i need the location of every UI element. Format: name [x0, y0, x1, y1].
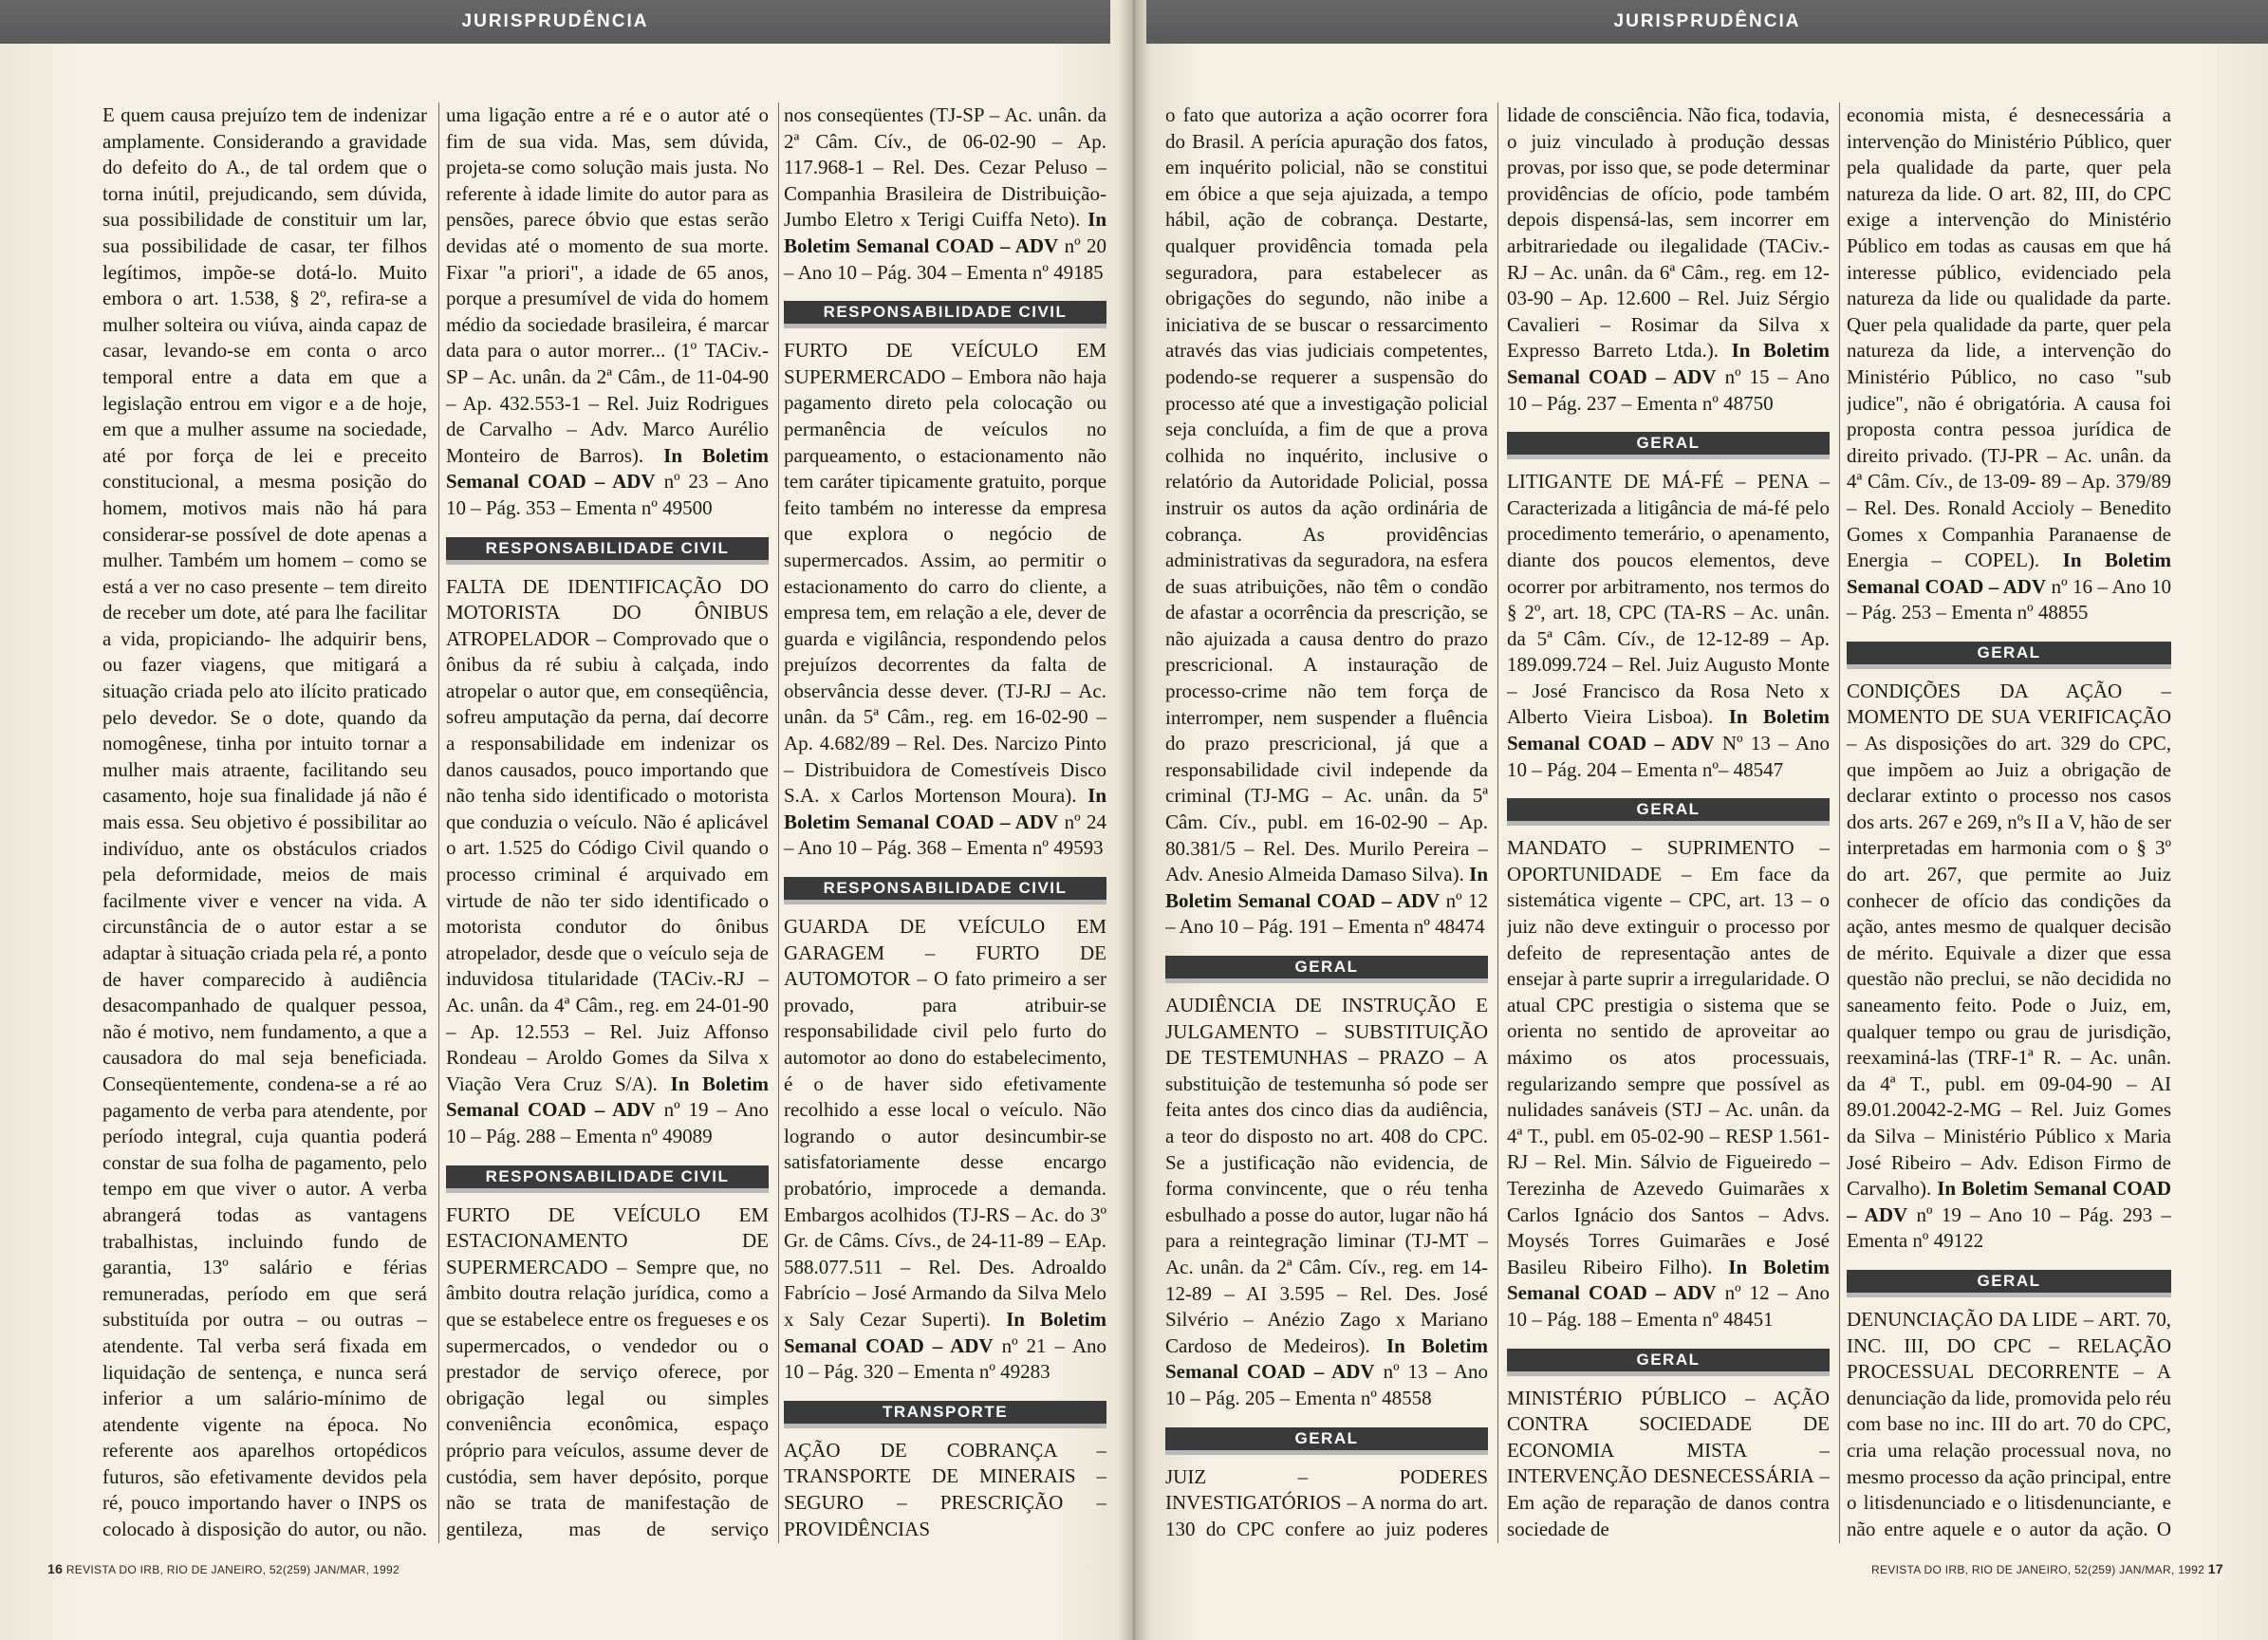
left-section-title: JURISPRUDÊNCIA	[461, 11, 649, 31]
ruling-text: FALTA DE IDENTIFICAÇÃO DO MOTORISTA DO ÔNIBUS ATROPELADOR – Comprovado que o ônibus da ré subiu à calçada, indo atropelar o autor que, em conseqüência, sofreu amputação da perna, daí decorre a responsabilidade em indenizar os danos causados, pouco importando que não tenha sido identificado o motorista que conduzia o veículo. Não é aplicável o art. 1.525 do Código Civil quando o processo criminal é arquivado em virtude de não ter sido identificado o motorista condutor do ônibus atropelador, desde que o veículo seja de induvidosa titularidade (TACiv.-RJ – Ac. unân. da 4ª Câm., reg. em 24-01-90 – Ap. 12.553 – Rel. Juiz Affonso Rondeau – Aroldo Gomes da Silva x Viação Vera Cruz S/A). In Boletim Semanal COAD – ADV nº 19 – Ano 10 – Pág. 288 – Ementa nº 49089	[446, 574, 769, 1147]
ruling-text: AUDIÊNCIA DE INSTRUÇÃO E JULGAMENTO – SUBSTITUIÇÃO DE TESTEMUNHAS – PRAZO – A substituição de testemunha só pode ser feita antes dos cinco dias da audiência, a teor do disposto no art. 408 do CPC. Se a justificação não evidencia, de forma convincente, que o réu tenha esbulhado a posse do autor, lugar não há para a reintegração liminar (TJ-MT – Ac. unân. da 2ª Câm. Cív., reg. em 14-12-89 – AI 3.595 – Rel. Des. José Silvério – Anézio Zago x Mariano Cardoso de Medeiros). In Boletim Semanal COAD – ADV nº 13 – Ano 10 – Pág. 205 – Ementa nº 48558	[1165, 994, 1488, 1409]
section-heading: GERAL	[1507, 1349, 1830, 1376]
column-1-text: E quem causa prejuízo tem de indenizar amplamente. Considerando a gravidade do defeito do A., de tal ordem que o torna inútil, prejudicando, sem dúvida, sua possibilidade de constituir um lar, sua possibilidade de casar, ter filhos legítimos, impõe-se dotá-lo. Muito embora o art. 1.538, § 2º, refira-se a mulher solteira ou viúva, ainda capaz de casar, levando-se em conta o arco temporal entre a data em que a legislação entrou em vigor e a de hoje, em que a mulher assume na sociedade, até por força de lei e preceito constitucional, a mesma posição do homem, motivos mais não há para considerar-se possível de dote apenas a mulher. Também um homem – como se está a ver no caso presente – tem direito de receber um dote, até para lhe facilitar a vida, propiciando- lhe adquirir bens, ou fazer viagens, que mitigará a situação criada pelo ato ilícito praticado pelo devedor. Se o dote, quando da nomogênese, tinha por intuito tornar a mulher mais atraente, facilitando seu casamento, hoje sua finalidade já não é mais essa. Seu objetivo é possibilitar ao indivíduo, ante os obstáculos criados pela deformidade, meios de mais facilmente viver e vencer na vida. A circunstância de o autor estar a se adaptar à situação criada pela ré, a ponto de haver comparecido à audiência desacompanhado de qualquer pessoa, não é motivo, nem fundamento, a que a causadora do mal seja beneficiada. Conseqüentemente, condena-se a ré ao pagamento de verba para atendente, por período integral, cuja quantia poderá constar de sua folha de pagamento, pelo tempo em que viver o autor. A verba abrangerá todas as vantagens trabalhistas, incluindo fundo de garantia, 13º salário e férias remuneradas, período em que será substituída por outra – ou outras – atendente. Tal verba será fixada em liquidação de sentença, e nunca será inferior a um salário-mínimo de atendente vigente na época. No referente aos aparelhos ortopédicos futuros, são efetivamente devidos pela ré, pouco importando haver o INPS os colocado à disposição do autor, ou não.	[102, 103, 427, 1541]
right-page-number: 17	[2207, 1561, 2223, 1576]
section-heading: GERAL	[1847, 642, 2171, 669]
column-divider	[1497, 102, 1498, 1543]
section-heading: RESPONSABILIDADE CIVIL	[784, 301, 1106, 328]
ruling-text: FURTO DE VEÍCULO EM SUPERMERCADO – Embora não haja pagamento direto pela colocação ou permanência de veículos no parqueamento, o estacionamento não tem caráter tipicamente gratuito, porque feito também no interesse da empresa que explora o negócio de supermercados. Assim, ao permitir o estacionamento do carro do cliente, a empresa tem, em relação a ele, dever de guarda e vigilância, respondendo pelos prejuízos decorrentes da falta de observância desse dever. (TJ-RJ – Ac. unân. da 5ª Câm., reg. em 16-02-90 – Ap. 4.682/89 – Rel. Des. Narcizo Pinto – Distribuidora de Comestíveis Disco S.A. x Carlos Mortenson Moura). In Boletim Semanal COAD – ADV nº 24 – Ano 10 – Pág. 368 – Ementa nº 49593	[784, 339, 1106, 860]
column-6	[1847, 102, 2171, 1543]
section-heading: RESPONSABILIDADE CIVIL	[784, 877, 1106, 904]
right-header-band	[1146, 0, 2268, 44]
ruling-text: CONDIÇÕES DA AÇÃO – MOMENTO DE SUA VERIFICAÇÃO – As disposições do art. 329 do CPC, que impõem ao Juiz a obrigação de declarar extinto o processo nos casos dos arts. 267 e 269, nºs II a V, hão de ser interpretadas em harmonia com o § 3º do art. 267, que permite ao Juiz conhecer de ofício das condições da ação, antes mesmo de qualquer decisão de mérito. Equivale a dizer que essa questão não preclui, se não decidida no saneamento feito. Pode o Juiz, em, qualquer tempo ou grau de jurisdição, reexaminá-las (TRF-1ª R. – Ac. unân. da 4ª T., publ. em 09-04-90 – AI 89.01.20042-2-MG – Rel. Juiz Gomes da Silva – Ministério Público x Maria José Ribeiro – Adv. Edison Firmo de Carvalho). In Boletim Semanal COAD – ADV nº 19 – Ano 10 – Pág. 293 – Ementa nº 49122	[1847, 679, 2171, 1253]
section-heading: RESPONSABILIDADE CIVIL	[446, 537, 769, 565]
column-4	[1165, 102, 1488, 1543]
section-heading: GERAL	[1847, 1270, 2171, 1297]
column-3	[784, 102, 1106, 1543]
ruling-text: MINISTÉRIO PÚBLICO – AÇÃO CONTRA SOCIEDADE DE ECONOMIA MISTA – INTERVENÇÃO DESNECESSÁRIA – Em ação de reparação de danos contra sociedade de	[1507, 1386, 1830, 1540]
ruling-text: MANDATO – SUPRIMENTO – OPORTUNIDADE – Em face da sistemática vigente – CPC, art. 13 – o juiz não deve extinguir o processo por defeito de representação antes de ensejar à parte suprir a irregularidade. O atual CPC prestigia o sistema que se orienta no sentido de aproveitar ao máximo os atos processuais, regularizando sempre que possível as nulidades sanáveis (STJ – Ac. unân. da 4ª T., publ. em 05-02-90 – RESP 1.561-RJ – Rel. Min. Sálvio de Figueiredo – Terezinha de Azevedo Guimarães x Carlos Ignácio dos Santos – Advs. Moysés Torres Guimarães e José Basileu Ribeiro Filho). In Boletim Semanal COAD – ADV nº 12 – Ano 10 – Pág. 188 – Ementa nº 48451	[1507, 836, 1830, 1331]
section-heading: RESPONSABILIDADE CIVIL	[446, 1165, 769, 1193]
section-heading: GERAL	[1165, 1427, 1488, 1455]
right-footer-text: REVISTA DO IRB, RIO DE JANEIRO, 52(259) JAN/MAR, 1992	[1871, 1563, 2205, 1576]
ruling-text: JUIZ – PODERES INVESTIGATÓRIOS – A norma do art. 130 do CPC confere ao juiz poderes	[1165, 1464, 1488, 1540]
ruling-text: AÇÃO DE COBRANÇA – TRANSPORTE DE MINERAIS – SEGURO – PRESCRIÇÃO – PROVIDÊNCIAS	[784, 1438, 1106, 1540]
section-heading: TRANSPORTE	[784, 1401, 1106, 1428]
section-heading: GERAL	[1507, 798, 1830, 826]
column-5	[1507, 102, 1830, 1543]
section-heading: GERAL	[1165, 956, 1488, 983]
ruling-text: o fato que autoriza a ação ocorrer fora do Brasil. A perícia apuração dos fatos, em inquérito policial, não se constitui em óbice a que seja ajuizada, a tempo hábil, ação de cobrança. Destarte, qualquer providência tomada pela seguradora, para estabelecer as obrigações do segundo, não inibe a iniciativa de se buscar o ressarcimento através das vias judiciais competentes, podendo-se requerer a suspensão do processo até que a investigação policial seja concluída, a fim de que a prova colhida no inquérito, inclusive o relatório da Autoridade Policial, possa instruir os autos da ação ordinária de cobrança. As providências administrativas da seguradora, na esfera de suas atribuições, não têm o condão de afastar a ocorrência da prescrição, se não ajuizada a causa dentro do prazo prescricional. A instauração de processo-crime não tem força de interromper, nem suspender a fluência do prazo prescricional, já que a responsabilidade civil independe da criminal (TJ-MG – Ac. unân. da 5ª Câm. Cív., publ. em 16-02-90 – Ap. 80.381/5 – Rel. Des. Murilo Pereira – Adv. Anesio Almeida Damaso Silva). In Boletim Semanal COAD – ADV nº 12 – Ano 10 – Pág. 191 – Ementa nº 48474	[1165, 103, 1488, 939]
column-divider	[778, 102, 779, 1543]
column-divider	[1839, 102, 1840, 1543]
left-footer-text: REVISTA DO IRB, RIO DE JANEIRO, 52(259) JAN/MAR, 1992	[65, 1563, 400, 1576]
book-gutter	[1118, 0, 1150, 1640]
section-heading: GERAL	[1507, 432, 1830, 459]
column-1	[102, 102, 427, 1543]
ruling-text: economia mista, é desnecessária a intervenção do Ministério Público, quer pela qualidade da parte, quer pela natureza da lide. O art. 82, III, do CPC exige a intervenção do Ministério Público em todas as causas em que há interesse público, evidenciado pela natureza da lide ou qualidade da parte. Quer pela qualidade da parte, quer pela natureza da lide, a intervenção do Ministério Público, no caso "sub judice", não é obrigatória. A causa foi proposta contra pessoa jurídica de direito privado. (TJ-PR – Ac. unân. da 4ª Câm. Cív., de 13-09- 89 – Ap. 379/89 – Rel. Des. Ronald Accioly – Benedito Gomes x Companhia Paranaense de Energia – COPEL). In Boletim Semanal COAD – ADV nº 16 – Ano 10 – Pág. 253 – Ementa nº 48855	[1847, 103, 2171, 624]
ruling-text: FURTO DE VEÍCULO EM ESTACIONAMENTO DE SUPERMERCADO – Sempre que, no âmbito doutra relação jurídica, como a que se estabelece entre os fregueses e os supermercados, o vendedor ou o prestador de serviço oferece, por obrigação legal ou simples conveniência econômica, espaço próprio para veículos, assume dever de custódia, sem haver depósito, porque não se trata de manifestação de gentileza, mas de serviço	[446, 1202, 769, 1540]
right-footer	[1871, 1561, 2223, 1576]
ruling-text: lidade de consciência. Não fica, todavia, o juiz vinculado à produção dessas provas, por isso que, se pode determinar providências de ofício, pode também depois dispensá-las, sem incorrer em arbitrariedade ou ilegalidade (TACiv.-RJ – Ac. unân. da 6ª Câm., reg. em 12-03-90 – Ap. 12.600 – Rel. Juiz Sérgio Cavalieri – Rosimar da Silva x Expresso Barreto Ltda.). In Boletim Semanal COAD – ADV nº 15 – Ano 10 – Pág. 237 – Ementa nº 48750	[1507, 103, 1830, 415]
left-header-band	[0, 0, 1110, 44]
column-2	[446, 102, 769, 1543]
right-section-title: JURISPRUDÊNCIA	[1613, 11, 1801, 31]
column-divider	[438, 102, 439, 1543]
left-page-number: 16	[47, 1561, 64, 1576]
ruling-text: GUARDA DE VEÍCULO EM GARAGEM – FURTO DE AUTOMOTOR – O fato primeiro a ser provado, para atribuir-se responsabilidade civil pelo furto do automotor ao dono do estabelecimento, é o de haver sido efetivamente recolhido a esse local o veículo. Não logrando o autor desincumbir-se satisfatoriamente desse encargo probatório, improcede a demanda. Embargos acolhidos (TJ-RS – Ac. do 3º Gr. de Câms. Cívs., de 24-11-89 – EAp. 588.077.511 – Rel. Des. Adroaldo Fabrício – José Armando da Silva Melo x Saly Cezar Superti). In Boletim Semanal COAD – ADV nº 21 – Ano 10 – Pág. 320 – Ementa nº 49283	[784, 915, 1106, 1384]
ruling-text: nos conseqüentes (TJ-SP – Ac. unân. da 2ª Câm. Cív., de 06-02-90 – Ap. 117.968-1 – Rel. Des. Cezar Peluso – Companhia Brasileira de Distribuição-Jumbo Eletro x Terigi Cuiffa Neto). In Boletim Semanal COAD – ADV nº 20 – Ano 10 – Pág. 304 – Ementa nº 49185	[784, 103, 1106, 284]
ruling-text: DENUNCIAÇÃO DA LIDE – ART. 70, INC. III, DO CPC – RELAÇÃO PROCESSUAL DECORRENTE – A denunciação da lide, promovida pelo réu com base no inc. III do art. 70 do CPC, cria uma relação processual nova, no mesmo processo da ação principal, entre o litisdenunciado e o litisdenunciante, e não entre aquele e o autor da ação. O	[1847, 1307, 2171, 1540]
left-footer	[47, 1561, 400, 1576]
ruling-text: uma ligação entre a ré e o autor até o fim de sua vida. Mas, sem dúvida, projeta-se como solução mais justa. No referente à idade limite do autor para as pensões, parece óbvio que estas serão devidas até o momento de sua morte. Fixar "a priori", a idade de 65 anos, porque a presumível de vida do homem médio da sociedade brasileira, é marcar data para o autor morrer... (1º TACiv.-SP – Ac. unân. da 2ª Câm., de 11-04-90 – Ap. 432.553-1 – Rel. Juiz Rodrigues de Carvalho – Adv. Marco Aurélio Monteiro de Barros). In Boletim Semanal COAD – ADV nº 23 – Ano 10 – Pág. 353 – Ementa nº 49500	[446, 103, 769, 519]
ruling-text: LITIGANTE DE MÁ-FÉ – PENA – Caracterizada a litigância de má-fé pelo procedimento temerário, o apenamento, diante dos poucos elementos, deve ocorrer por arbitramento, nos termos do § 2º, art. 18, CPC (TA-RS – Ac. unân. da 5ª Câm. Cív., de 12-12-89 – Ap. 189.099.724 – Rel. Juiz Augusto Monte – José Francisco da Rosa Neto x Alberto Vieira Lisboa). In Boletim Semanal COAD – ADV Nº 13 – Ano 10 – Pág. 204 – Ementa nº– 48547	[1507, 470, 1830, 781]
